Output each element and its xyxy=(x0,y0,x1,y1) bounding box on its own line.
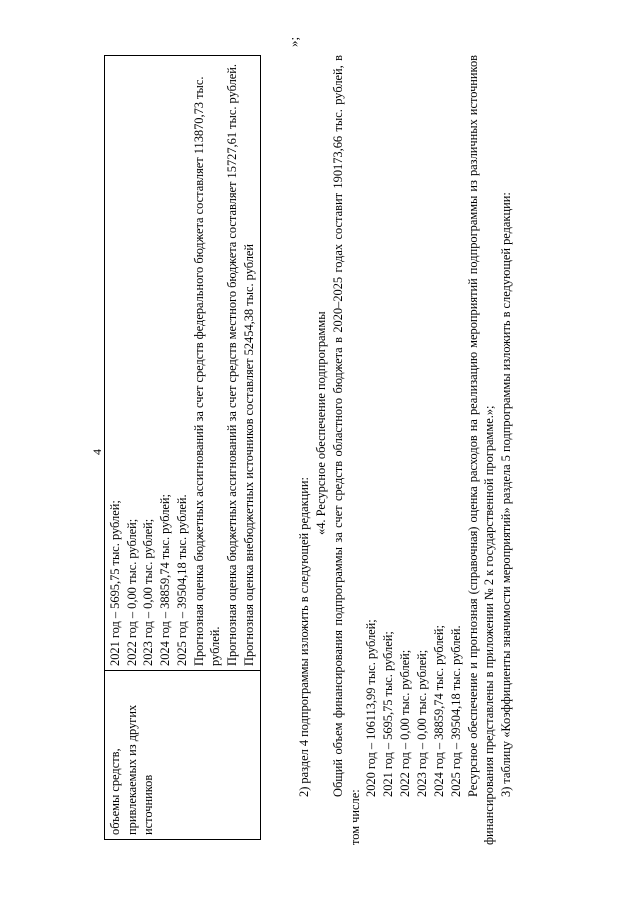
table-label-cell xyxy=(105,671,261,840)
year-item: 2021 год – 5695,75 тыс. рублей; xyxy=(381,631,396,797)
section-heading: «4. Ресурсное обеспечение подпрограммы xyxy=(313,311,328,535)
table-value-cell xyxy=(105,56,261,671)
value-line: 2024 год – 38859,74 тыс. рублей; xyxy=(158,494,173,666)
year-item: 2024 год – 38859,74 тыс. рублей; xyxy=(431,625,446,797)
table-row xyxy=(105,56,261,840)
value-line: Прогнозная оценка бюджетных ассигнований за счет средств местного бюджета составляет 15727,61 тыс. рублей. xyxy=(225,63,240,666)
paragraph: 3) таблицу «Коэффициенты значимости мероприятий» раздела 5 подпрограммы изложить в следующей редакции: xyxy=(499,192,514,797)
page-number: 4 xyxy=(90,449,104,455)
value-line: 2022 год – 0,00 тыс. рублей; xyxy=(124,518,139,666)
passport-table xyxy=(104,55,261,840)
paragraph: Общий объем финансирования подпрограммы за счет средств областного бюджета в 2020–2025 годах составит 190173,66 тыс. рублей, в том числе: xyxy=(330,55,362,845)
value-line: 2025 год – 39504,18 тыс. рублей. xyxy=(174,494,189,666)
table-close-mark: »; xyxy=(286,36,301,47)
paragraph: 2) раздел 4 подпрограммы изложить в следующей редакции: xyxy=(297,477,311,797)
year-item: 2020 год – 106113,99 тыс. рублей; xyxy=(364,619,379,797)
value-line: Прогнозная оценка внебюджетных источников составляет 52454,38 тыс. рублей xyxy=(241,243,256,666)
value-line: 2021 год – 5695,75 тыс. рублей; xyxy=(108,500,122,666)
year-item: 2022 год – 0,00 тыс. рублей; xyxy=(398,649,413,797)
document-body xyxy=(296,55,515,845)
value-line: Прогнозная оценка бюджетных ассигнований за счет средств федерального бюджета составляет 113870,73 тыс. рублей. xyxy=(191,76,223,666)
year-item: 2025 год – 39504,18 тыс. рублей. xyxy=(448,625,463,797)
value-line: 2023 год – 0,00 тыс. рублей; xyxy=(141,518,156,666)
table-label: объемы средств, привлекаемых из других источников xyxy=(108,704,156,835)
year-item: 2023 год – 0,00 тыс. рублей; xyxy=(415,649,430,797)
paragraph: Ресурсное обеспечение и прогнозная (справочная) оценка расходов на реализацию мероприятий подпрограммы из различных источников финансирования представлены в приложении № 2 к государственной программе.»; xyxy=(465,55,497,845)
